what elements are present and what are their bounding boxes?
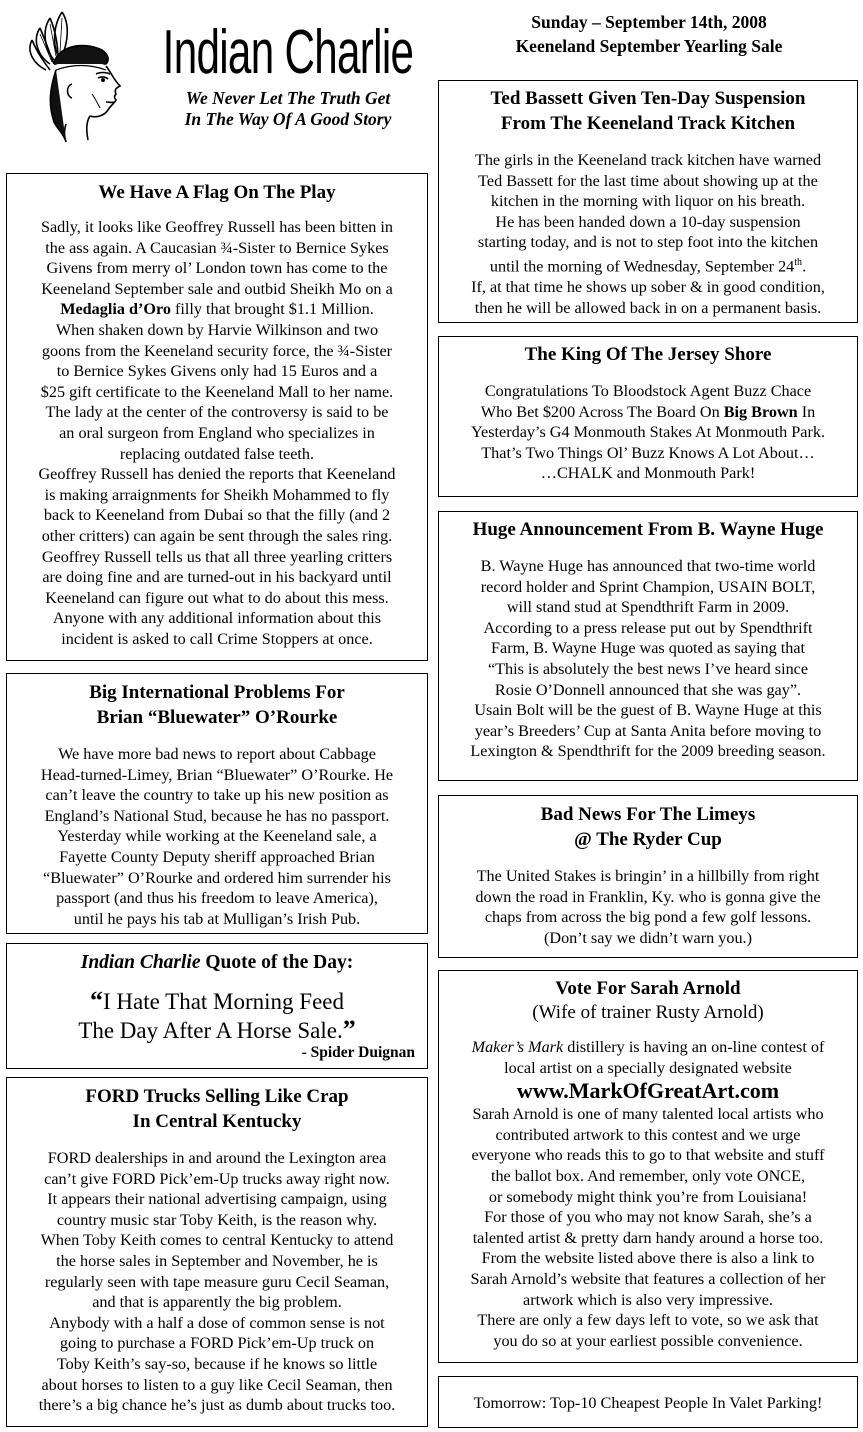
bluewater-headline-line-2: Brian “Bluewater” O’Rourke <box>96 707 338 728</box>
jersey-body <box>439 381 857 484</box>
event-name: Keeneland September Yearling Sale <box>515 36 783 56</box>
dateline <box>440 10 858 58</box>
bassett-body <box>439 150 857 318</box>
bluewater-headline-line-1: Big International Problems For <box>89 682 345 703</box>
ryder-headline-line-1: Bad News For The Limeys <box>540 804 756 825</box>
jersey-shore-article <box>438 336 858 497</box>
tomorrow-teaser <box>438 1376 858 1428</box>
jersey-body-part-2: In Yesterday’s G4 Monmouth Stakes At Monmouth Park. That’s Two Things Ol’ Buzz Knows A Lot About… …CHALK and Monmouth Park! <box>470 402 826 483</box>
bassett-article <box>438 80 858 323</box>
date-ordinal-suffix: th <box>794 256 803 268</box>
huge-body: B. Wayne Huge has announced that two-time world record holder and Sprint Champion, USAIN BOLT, will stand stud at Spendthrift Farm in 2009. According to a press release put out by Spendthrift Farm, B. Wayne Huge was quoted as saying that “This is absolutely the best news I’ve heard since Rosie O’Donnell announced that she was gay”. Usain Bolt will be the guest of B. Wayne Huge at this year’s Breeders’ Cup at Santa Anita before moving to Lexington & Spendthrift for the 2009 breeding season. <box>470 557 826 761</box>
quote-text <box>7 987 427 1045</box>
jersey-headline: The King Of The Jersey Shore <box>524 344 772 365</box>
issue-date: Sunday – September 14th, 2008 <box>531 12 767 32</box>
makers-mark-name: Maker’s Mark <box>471 1038 564 1056</box>
quote-open-mark: “ <box>89 986 103 1015</box>
tomorrow-teaser-text: Tomorrow: Top-10 Cheapest People In Valet Parking! <box>473 1394 823 1412</box>
ryder-body: The United Stakes is bringin’ in a hillbilly from right down the road in Franklin, Ky. who is gonna give the chaps from across the big pond a few golf lessons. (Don’t say we didn’t warn you.) <box>475 867 821 947</box>
ryder-headline <box>439 802 857 852</box>
ford-body: FORD dealerships in and around the Lexington area can’t give FORD Pick’em-Up trucks away right now. It appears their national advertising campaign, using country music star Toby Keith, is the reason why. When Toby Keith comes to central Kentucky to attend the horse sales in September and November, he is regularly seen with tape measure guru Cecil Seaman, and that is apparently the big problem. Anybody with a half a dose of common sense is not going to purchase a FORD Pick’em-Up truck on Toby Keith’s say-so, because if he knows so little about horses to listen to a guy like Cecil Seaman, then there’s a big chance he’s just as dumb about trucks too. <box>38 1149 396 1415</box>
ryder-cup-article <box>438 795 858 958</box>
flag-body-part-2: filly that brought $1.1 Million. When shaken down by Harvie Wilkinson and two goons from the Keeneland security force, the ¾-Sister to Bernice Sykes Givens only had 15 Euros and a $25 gift certificate to the Keeneland Mall to her name. The lady at the center of the controversy is said to be an oral surgeon from England who specializes in replacing outdated false teeth. Geoffrey Russell has denied the reports that Keeneland is making arraignments for Sheikh Mohammed to fly back to Keeneland from Dubai so that the filly (and 2 other critters) can again be sent through the sales ring. Geoffrey Russell tells us that all three yearling critters are doing fine and are turned-out in his backyard until Keeneland can figure out what to do about this mess. Anyone with any additional information about this incident is asked to call Crime Stoppers at once. <box>38 300 396 648</box>
indian-head-logo <box>10 4 160 144</box>
quote-of-the-day <box>6 943 428 1069</box>
jersey-body-part-1: Congratulations To Bloodstock Agent Buzz Chace Who Bet $200 Across The Board On <box>480 382 812 421</box>
bluewater-body: We have more bad news to report about Cabbage Head-turned-Limey, Brian “Bluewater” O’Rourke. He can’t leave the country to take up his new position as England’s National Stud, because he has no passport. Yesterday while working at the Keeneland sale, a Fayette County Deputy sheriff approached Brian “Bluewater” O’Rourke and ordered him surrender his passport (and thus his freedom to leave America), until he pays his tab at Mulligan’s Irish Pub. <box>40 745 394 928</box>
flag-on-play-body <box>7 217 427 649</box>
masthead-title: Indian Charlie <box>162 18 414 87</box>
arnold-intro-text: distillery is having an on-line contest of local artist on a specially designated website <box>504 1038 825 1077</box>
horse-name-big-brown: Big Brown <box>723 402 798 421</box>
bassett-body-part-1: The girls in the Keeneland track kitchen have warned Ted Bassett for the last time about showing up at the kitchen in the morning with liquor on his breath. He has been handed down a 10-day suspension starting today, and is not to step foot into the kitchen until the morning of Wednesday, September 24 <box>474 151 822 276</box>
bassett-headline-line-2: From The Keeneland Track Kitchen <box>500 113 796 134</box>
huge-headline: Huge Announcement From B. Wayne Huge <box>472 519 824 540</box>
bassett-headline-line-1: Ted Bassett Given Ten-Day Suspension <box>490 88 806 109</box>
masthead-tagline-line-1: We Never Let The Truth Get <box>185 88 391 108</box>
bluewater-headline <box>7 680 427 730</box>
quote-headline-brand: Indian Charlie <box>80 952 201 973</box>
quote-close-mark: ” <box>342 1015 356 1044</box>
bluewater-article <box>6 673 428 934</box>
masthead-tagline <box>158 88 418 130</box>
horse-name-medaglia: Medaglia d’Oro <box>60 300 171 319</box>
ford-headline <box>7 1084 427 1134</box>
ford-headline-line-2: In Central Kentucky <box>132 1111 302 1132</box>
ford-trucks-article <box>6 1077 428 1427</box>
bassett-body-part-2: . If, at that time he shows up sober & in good condition, then he will be allowed back in on a permanent basis. <box>471 257 825 317</box>
sarah-arnold-article <box>438 970 858 1363</box>
masthead <box>158 20 418 130</box>
arnold-subhead: (Wife of trainer Rusty Arnold) <box>532 1002 764 1023</box>
masthead-tagline-line-2: In The Way Of A Good Story <box>184 109 392 129</box>
arnold-intro <box>439 1037 857 1078</box>
quote-headline-text: Quote of the Day: <box>200 952 354 973</box>
quote-line-2: The Day After A Horse Sale. <box>78 1018 343 1043</box>
flag-body-part-1: Sadly, it looks like Geoffrey Russell has been bitten in the ass again. A Caucasian ¾-Sister to Bernice Sykes Givens from merry ol’ London town has come to the Keeneland September sale and outbid Sheikh Mo on a <box>40 218 394 298</box>
flag-on-play-article <box>6 173 428 661</box>
quote-line-1: I Hate That Morning Feed <box>102 989 345 1014</box>
bassett-headline <box>439 86 857 136</box>
quote-attribution: - Spider Duignan <box>301 1044 415 1061</box>
huge-announcement-article <box>438 511 858 781</box>
ford-headline-line-1: FORD Trucks Selling Like Crap <box>85 1086 349 1107</box>
arnold-headline: Vote For Sarah Arnold <box>555 978 741 999</box>
arnold-body: Sarah Arnold is one of many talented local artists who contributed artwork to this contest and we urge everyone who reads this to go to that website and stuff the ballot box. And remember, only vote ONCE, or somebody might think you’re from Louisiana! For those of you who may not know Sarah, she’s a talented artist & pretty darn handy around a horse too. From the website listed above there is also a link to Sarah Arnold’s website that features a collection of her artwork which is also very impressive. There are only a few days left to vote, so we ask that you do so at your earliest possible convenience. <box>470 1105 826 1350</box>
contest-website-url[interactable]: www.MarkOfGreatArt.com <box>516 1078 780 1104</box>
quote-headline <box>7 950 427 975</box>
flag-on-play-headline: We Have A Flag On The Play <box>98 182 336 203</box>
ryder-headline-line-2: @ The Ryder Cup <box>574 829 722 850</box>
